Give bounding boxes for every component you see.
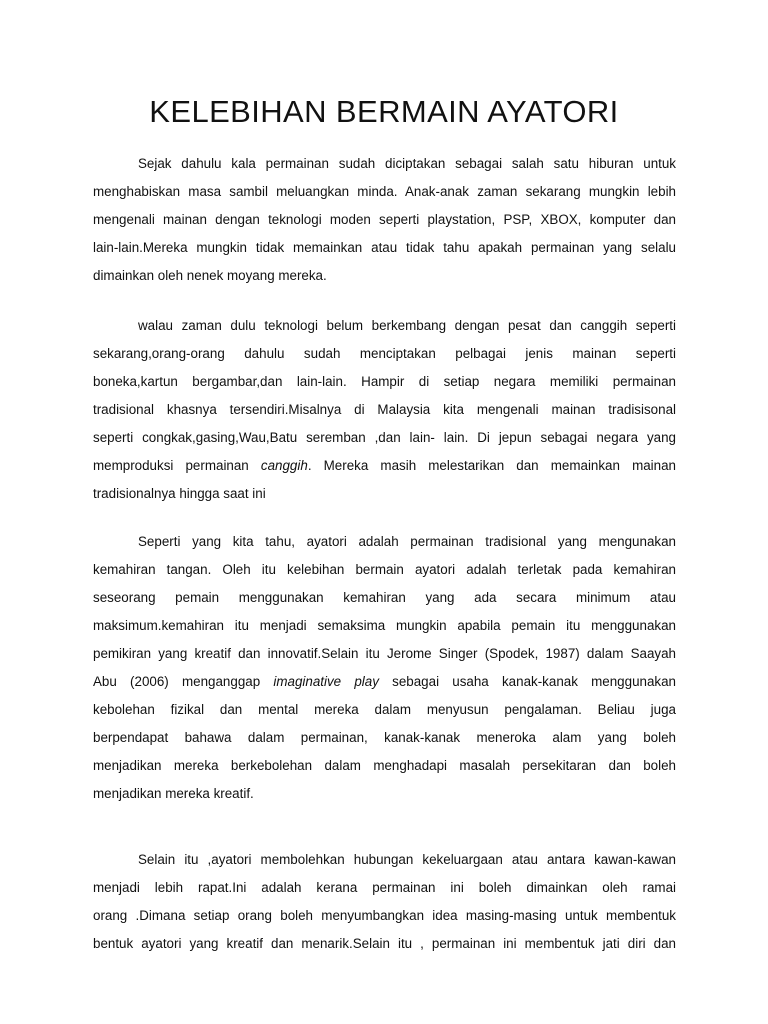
paragraph-line: berpendapat bahawa dalam permainan, kanak-kanak meneroka alam yang boleh [93,730,676,745]
paragraph-line: orang .Dimana setiap orang boleh menyumbangkan idea masing-masing untuk membentuk [93,908,676,923]
paragraph-line: menjadikan mereka kreatif. [93,786,254,801]
paragraph-line: boneka,kartun bergambar,dan lain-lain. Hampir di setiap negara memiliki permainan [93,374,676,389]
paragraph-line: dimainkan oleh nenek moyang mereka. [93,268,327,283]
line-text: sebagai usaha kanak-kanak menggunakan [378,674,677,689]
paragraph-line: bentuk ayatori yang kreatif dan menarik.Selain itu , permainan ini membentuk jati diri dan [93,936,676,951]
line-text: Abu (2006) menganggap [93,674,274,689]
paragraph-line: Selain itu ,ayatori membolehkan hubungan kekeluargaan atau antara kawan-kawan [138,852,676,867]
paragraph-line: mengenali mainan dengan teknologi moden seperti playstation, PSP, XBOX, komputer dan [93,212,676,227]
italic-term: imaginative play [273,674,379,689]
paragraph-line: tradisionalnya hingga saat ini [93,486,266,501]
paragraph-line: sekarang,orang-orang dahulu sudah menciptakan pelbagai jenis mainan seperti [93,346,676,361]
paragraph-line: walau zaman dulu teknologi belum berkembang dengan pesat dan canggih seperti [138,318,676,333]
paragraph-line: maksimum.kemahiran itu menjadi semaksima mungkin apabila pemain itu menggunakan [93,618,676,633]
paragraph-line-mixed [93,672,676,692]
paragraph-line: kemahiran tangan. Oleh itu kelebihan bermain ayatori adalah terletak pada kemahiran [93,562,676,577]
line-text: . Mereka masih melestarikan dan memainkan mainan [307,458,676,473]
paragraph-line: menjadi lebih rapat.Ini adalah kerana permainan ini boleh dimainkan oleh ramai [93,880,676,895]
page-title: KELEBIHAN BERMAIN AYATORI [149,94,619,129]
paragraph-line: seperti congkak,gasing,Wau,Batu seremban ,dan lain- lain. Di jepun sebagai negara yang [93,430,676,445]
paragraph-line: menghabiskan masa sambil meluangkan minda. Anak-anak zaman sekarang mungkin lebih [93,184,676,199]
paragraph-line: pemikiran yang kreatif dan innovatif.Selain itu Jerome Singer (Spodek, 1987) dalam Saayah [93,646,676,661]
paragraph-line: tradisional khasnya tersendiri.Misalnya di Malaysia kita mengenali mainan tradisisonal [93,402,676,417]
paragraph-line: kebolehan fizikal dan mental mereka dalam menyusun pengalaman. Beliau juga [93,702,676,717]
paragraph-line: menjadikan mereka berkebolehan dalam menghadapi masalah persekitaran dan boleh [93,758,676,773]
italic-term: canggih [260,458,308,473]
paragraph-line: seseorang pemain menggunakan kemahiran yang ada secara minimum atau [93,590,676,605]
paragraph-line: lain-lain.Mereka mungkin tidak memainkan atau tidak tahu apakah permainan yang selalu [93,240,676,255]
paragraph-line: Sejak dahulu kala permainan sudah diciptakan sebagai salah satu hiburan untuk [138,156,676,171]
line-text: memproduksi permainan [93,458,261,473]
paragraph-line-mixed [93,456,676,476]
paragraph-line: Seperti yang kita tahu, ayatori adalah permainan tradisional yang mengunakan [138,534,676,549]
